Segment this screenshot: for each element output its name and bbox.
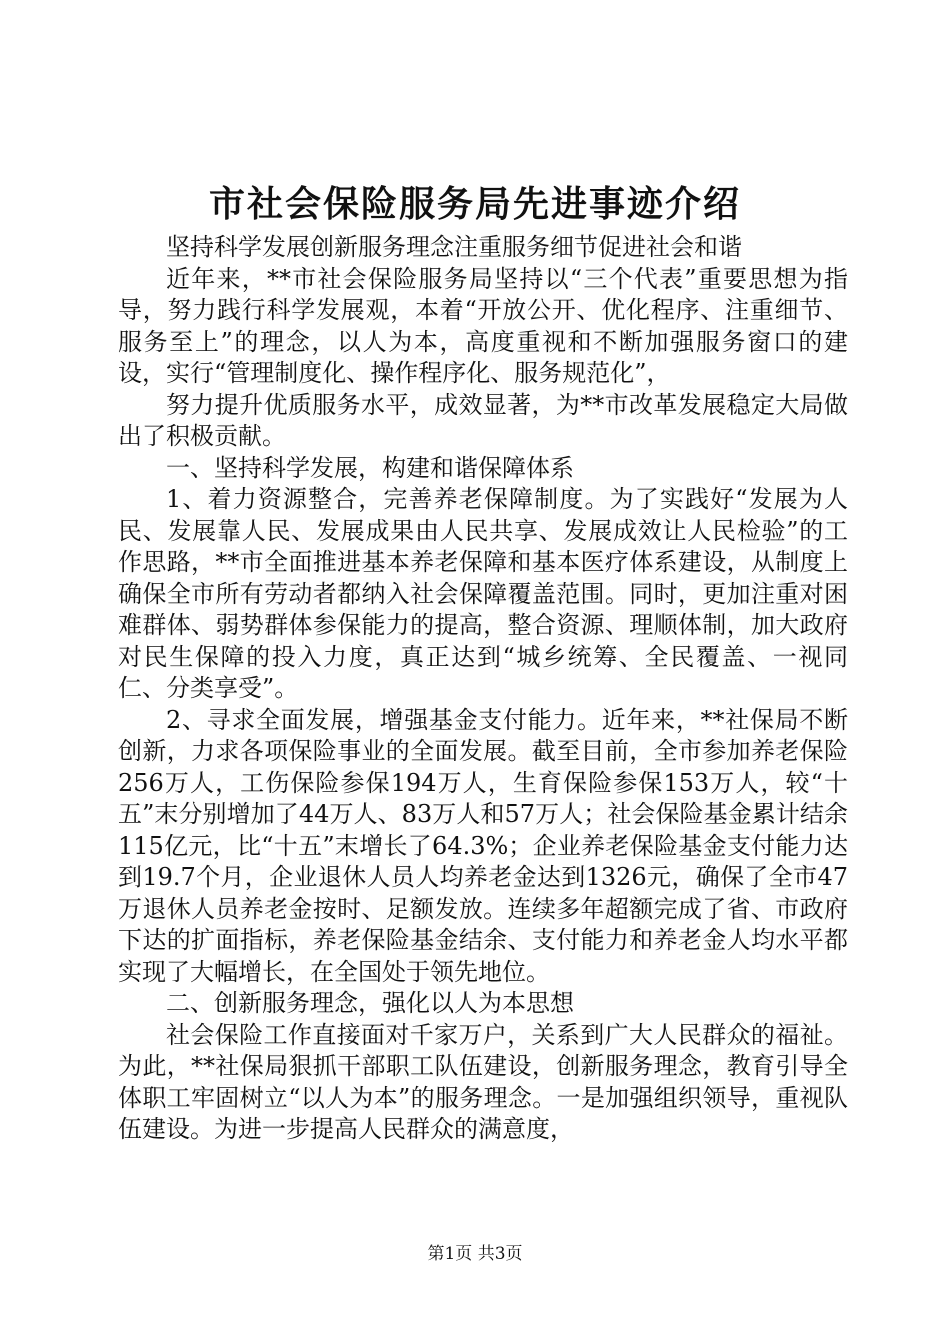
section-1-item-1: 1、着力资源整合，完善养老保障制度。为了实践好“发展为人民、发展靠人民、发展成果由人民共享、发展成效让人民检验”的工作思路，**市全面推进基本养老保障和基本医疗体系建设，从制度上确保全市所有劳动者都纳入社会保障覆盖范围。同时，更加注重对困难群体、弱势群体参保能力的提高，整合资源、理顺体制，加大政府对民生保障的投入力度，真正达到“城乡统筹、全民覆盖、一视同仁、分类享受”。 [118, 485, 848, 702]
page-number-footer: 第1页 共3页 [427, 1244, 523, 1264]
intro-paragraph: 近年来，**市社会保险服务局坚持以“三个代表”重要思想为指导，努力践行科学发展观，本着“开放公开、优化程序、注重细节、服务至上”的理念，以人为本，高度重视和不断加强服务窗口的建设，实行“管理制度化、操作程序化、服务规范化”， [118, 264, 848, 387]
intro-paragraph-continued: 努力提升优质服务水平，成效显著，为**市改革发展稳定大局做出了积极贡献。 [118, 390, 848, 450]
subtitle-paragraph: 坚持科学发展创新服务理念注重服务细节促进社会和谐 [166, 233, 742, 261]
section-heading-1: 一、坚持科学发展，构建和谐保障体系 [166, 453, 574, 482]
section-1-item-2: 2、寻求全面发展，增强基金支付能力。近年来，**社保局不断创新，力求各项保险事业的全面发展。截至目前，全市参加养老保险256万人，工伤保险参保194万人，生育保险参保153万人，较“十五”末分别增加了44万人、83万人和57万人；社会保险基金累计结余115亿元，比“十五”末增长了64.3%；企业养老保险基金支付能力达到19.7个月，企业退休人员人均养老金达到1326元，确保了全市47万退休人员养老金按时、足额发放。连续多年超额完成了省、市政府下达的扩面指标，养老保险基金结余、支付能力和养老金人均水平都实现了大幅增长，在全国处于领先地位。 [118, 705, 848, 986]
section-heading-2: 二、创新服务理念，强化以人为本思想 [166, 989, 574, 1017]
document-title: 市社会保险服务局先进事迹介绍 [208, 183, 741, 225]
section-2-paragraph: 社会保险工作直接面对千家万户，关系到广大人民群众的福祉。为此，**社保局狠抓干部职工队伍建设，创新服务理念，教育引导全体职工牢固树立“以人为本”的服务理念。一是加强组织领导，重视队伍建设。为进一步提高人民群众的满意度， [118, 1020, 848, 1143]
document-body [118, 232, 848, 1146]
